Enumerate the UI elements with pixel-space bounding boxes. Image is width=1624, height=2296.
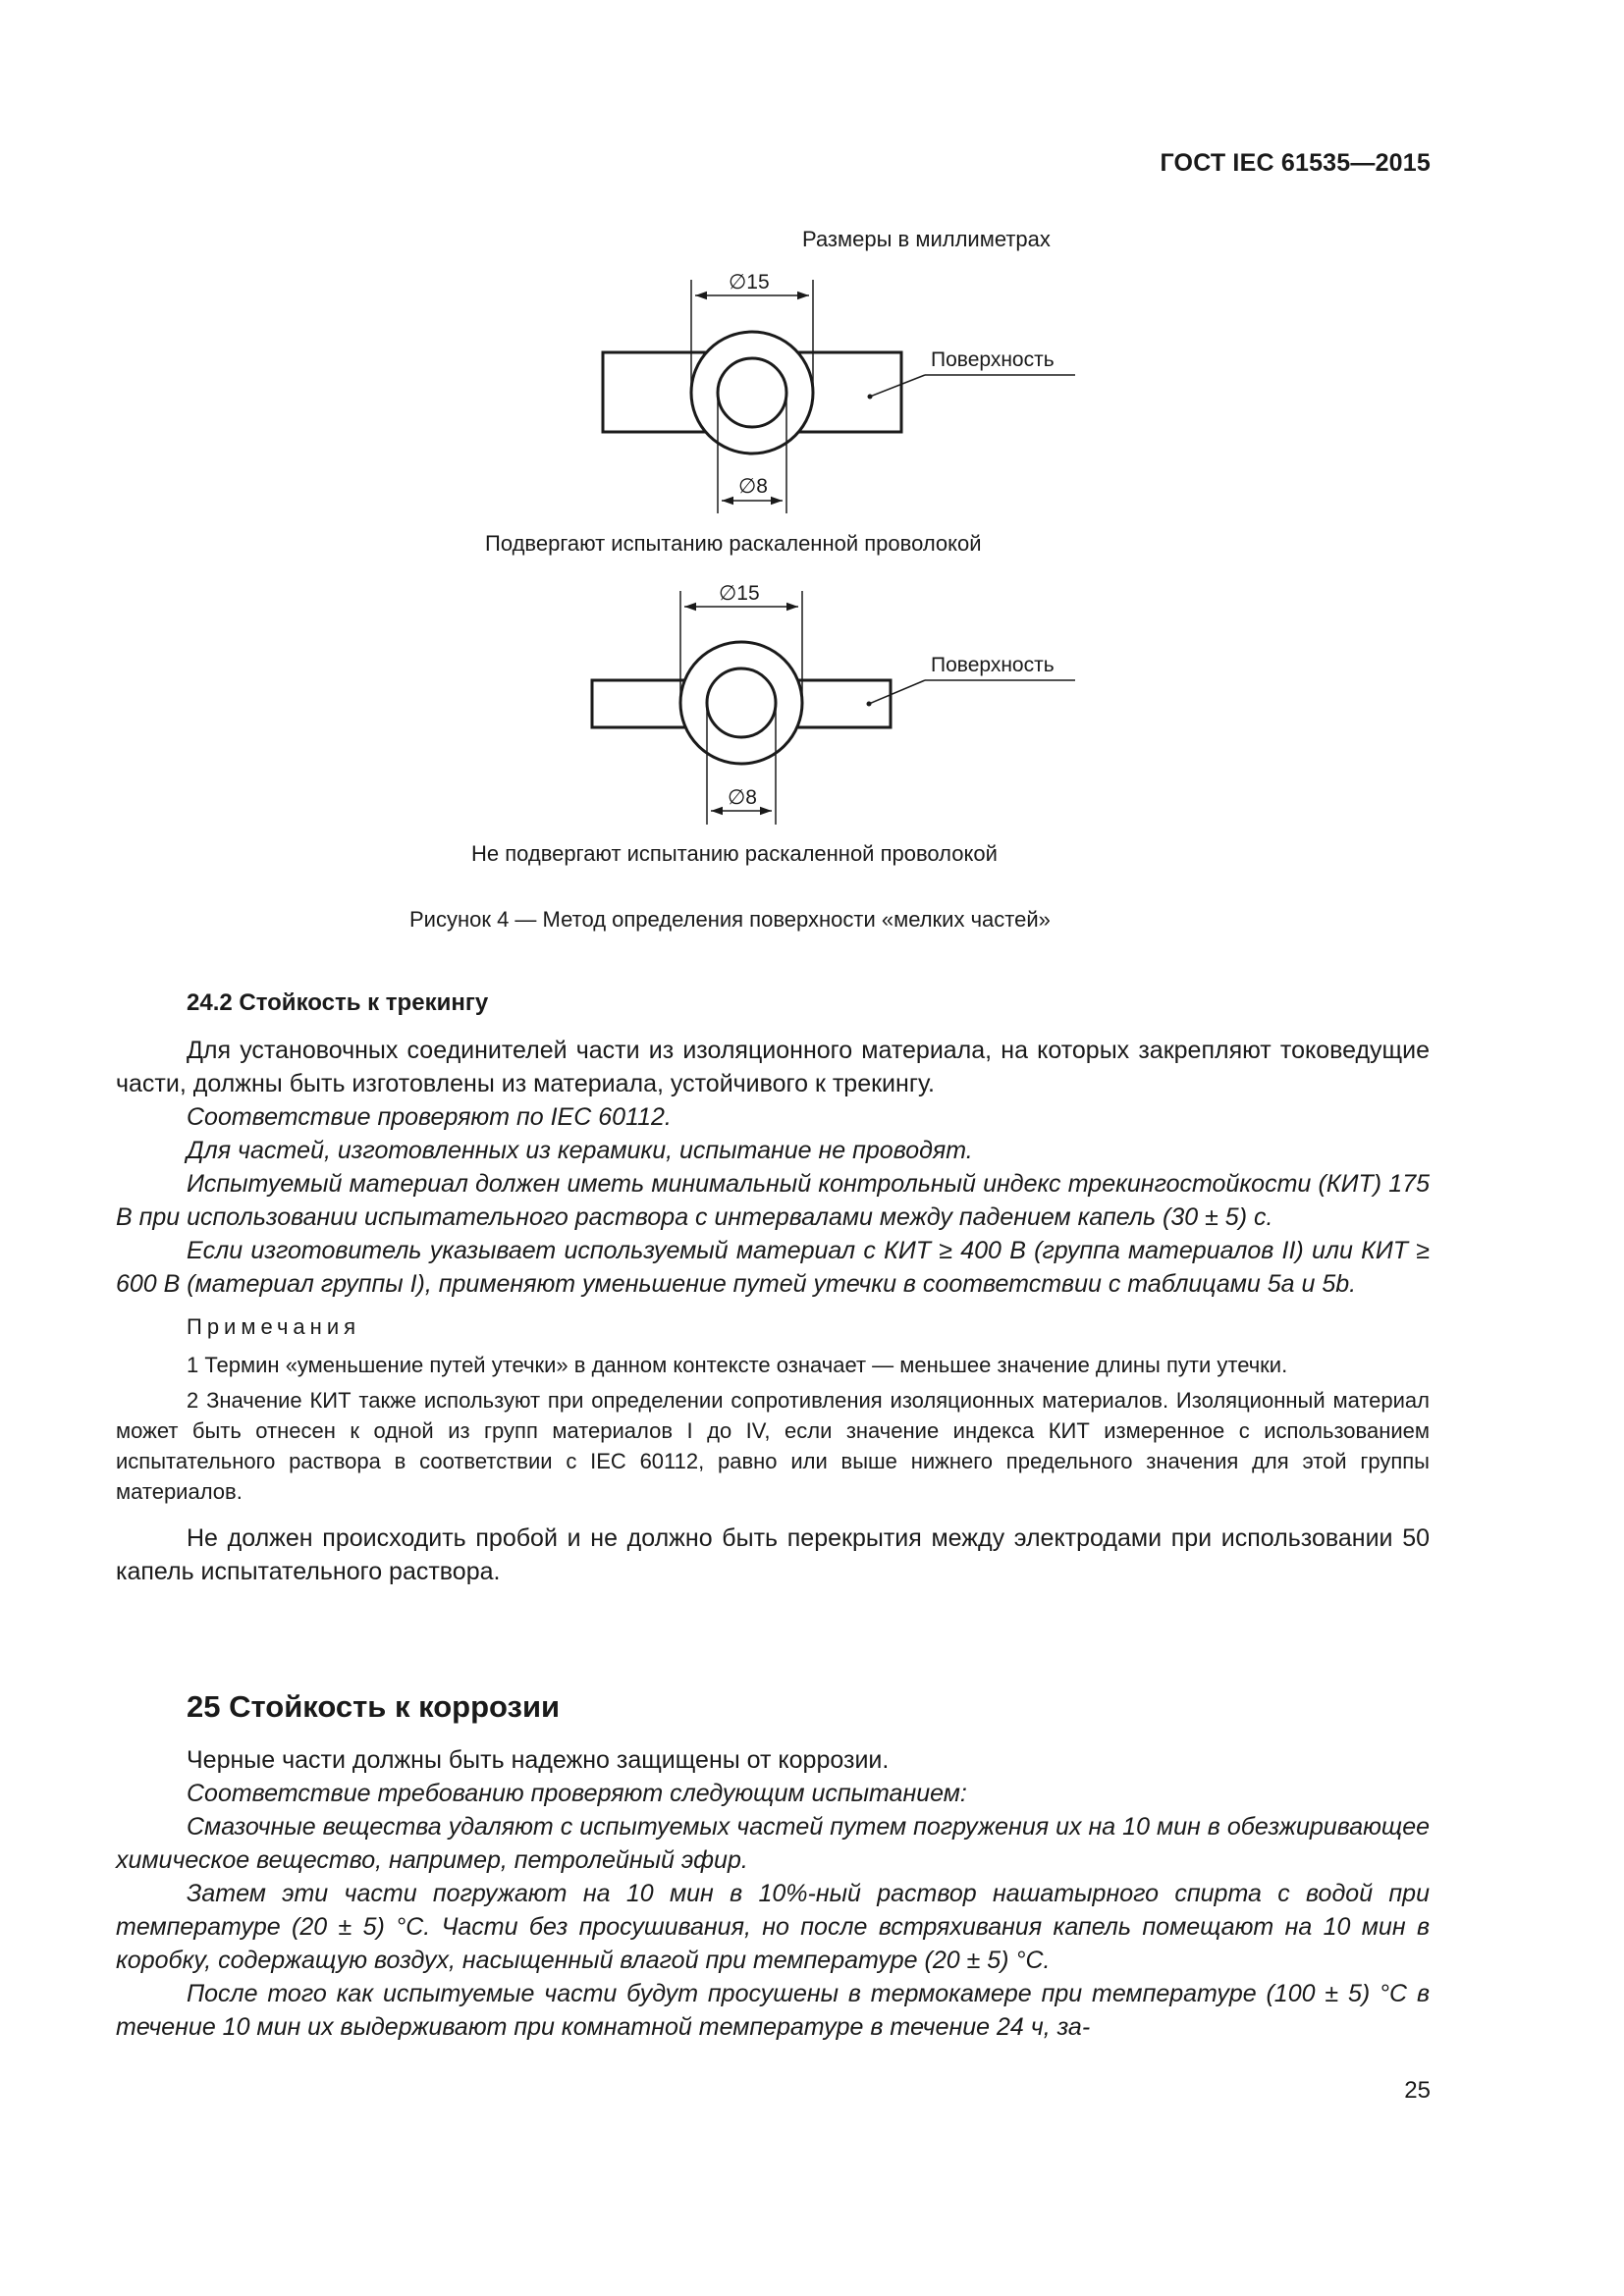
- document-code: ГОСТ IEC 61535—2015: [1160, 149, 1431, 177]
- paragraph: Испытуемый материал должен иметь минимальный контрольный индекс трекингостойкости (КИТ) 175 В при использовании испытательного раствора с интервалами между падением капель (30 ± 5) с.: [116, 1170, 1430, 1231]
- paragraph: Для частей, изготовленных из керамики, испытание не проводят.: [187, 1137, 973, 1164]
- note-item: 1 Термин «уменьшение путей утечки» в данном контексте означает — меньшее значение длины пути утечки.: [187, 1353, 1288, 1377]
- top-outer-circle: [691, 332, 813, 454]
- bottom-outer-circle: [680, 642, 802, 764]
- figure-bottom-drawing: [592, 591, 1075, 825]
- paragraph: Соответствие требованию проверяют следующим испытанием:: [187, 1780, 967, 1807]
- section-25: [116, 1690, 1430, 2044]
- paragraph: Если изготовитель указывает используемый материал с КИТ ≥ 400 В (группа материалов II) или КИТ ≥ 600 В (материал группы I), применяют уменьшение путей утечки в соответствии с таблицами 5а и 5b.: [116, 1237, 1430, 1298]
- notes-heading: Примечания: [187, 1314, 361, 1339]
- bottom-surface-leader: [869, 680, 925, 704]
- paragraph: Смазочные вещества удаляют с испытуемых частей путем погружения их на 10 мин в обезжиривающее химическое вещество, например, петролейный эфир.: [116, 1813, 1430, 1874]
- note-item: 2 Значение КИТ также используют при определении сопротивления изоляционных материалов. Изоляционный материал может быть отнесен к одной из групп материалов I до IV, если значение индекса КИТ измеренное с использованием испытательного раствора в соответствии с IEC 60112, равно или выше нижнего предельного значения для этой группы материалов.: [116, 1388, 1430, 1504]
- paragraph: После того как испытуемые части будут просушены в термокамере при температуре (100 ± 5) °С в течение 10 мин их выдерживают при комнатной температуре в течение 24 ч, за-: [116, 1980, 1430, 2041]
- figure-4-drawing: [0, 0, 1624, 942]
- top-outer-diameter-label: ∅15: [729, 271, 770, 294]
- figure-top-caption: Подвергают испытанию раскаленной проволокой: [485, 531, 982, 556]
- top-surface-leader: [870, 375, 925, 397]
- top-surface-label: Поверхность: [931, 348, 1055, 371]
- section-heading: 25 Стойкость к коррозии: [187, 1689, 561, 1724]
- bottom-surface-label: Поверхность: [931, 654, 1055, 676]
- paragraph: Затем эти части погружают на 10 мин в 10%-ный раствор нашатырного спирта с водой при температуре (20 ± 5) °С. Части без просушивания, но после встряхивания капель помещают на 10 мин в коробку, содержащую воздух, насыщенный влагой при температуре (20 ± 5) °С.: [116, 1880, 1430, 1974]
- section-heading: 24.2 Стойкость к трекингу: [187, 989, 489, 1016]
- paragraph: Соответствие проверяют по IEC 60112.: [187, 1103, 672, 1131]
- top-inner-diameter-label: ∅8: [738, 475, 768, 498]
- figure-units-note: Размеры в миллиметрах: [802, 227, 1051, 251]
- figure-bottom-caption: Не подвергают испытанию раскаленной проволокой: [471, 841, 998, 866]
- bottom-inner-diameter-label: ∅8: [728, 786, 757, 809]
- paragraph: Для установочных соединителей части из изоляционного материала, на которых закрепляют токоведущие части, должны быть изготовлены из материала, устойчивого к трекингу.: [116, 1037, 1430, 1097]
- bottom-outer-diameter-label: ∅15: [719, 582, 760, 605]
- section-24-2: [116, 987, 1430, 1588]
- paragraph: Черные части должны быть надежно защищены от коррозии.: [187, 1746, 890, 1774]
- figure-top-drawing: [603, 280, 1075, 513]
- paragraph: Не должен происходить пробой и не должно быть перекрытия между электродами при использовании 50 капель испытательного раствора.: [116, 1524, 1430, 1585]
- figure-title: Рисунок 4 — Метод определения поверхности «мелких частей»: [409, 907, 1051, 932]
- page-number: 25: [1404, 2077, 1431, 2104]
